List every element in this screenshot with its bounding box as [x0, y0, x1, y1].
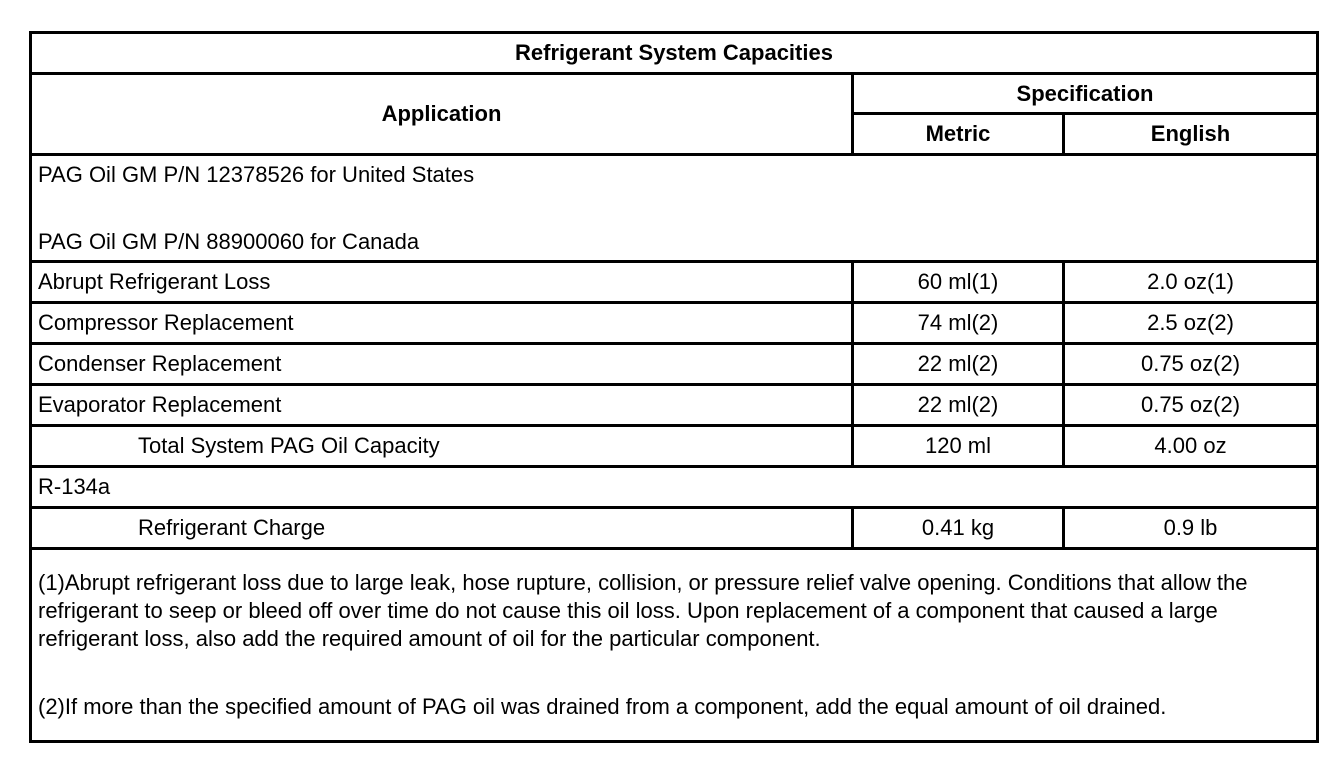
oil-type-canada: PAG Oil GM P/N 88900060 for Canada — [38, 228, 420, 254]
oil-type-us: PAG Oil GM P/N 12378526 for United States — [38, 161, 475, 187]
row-metric: 22 ml(2) — [853, 344, 1064, 385]
title-row — [31, 33, 1318, 74]
total-application: Total System PAG Oil Capacity — [31, 426, 853, 467]
table-row — [31, 303, 1318, 344]
oil-type-gap — [38, 188, 1310, 229]
oil-type-cell — [31, 155, 1318, 262]
row-english: 0.75 oz(2) — [1064, 344, 1318, 385]
row-application: Evaporator Replacement — [31, 385, 853, 426]
notes-row — [31, 549, 1318, 742]
charge-metric: 0.41 kg — [853, 508, 1064, 549]
charge-english: 0.9 lb — [1064, 508, 1318, 549]
header-application: Application — [31, 74, 853, 155]
oil-type-row — [31, 155, 1318, 262]
row-application: Abrupt Refrigerant Loss — [31, 262, 853, 303]
table-row — [31, 385, 1318, 426]
row-application: Condenser Replacement — [31, 344, 853, 385]
table-title: Refrigerant System Capacities — [31, 33, 1318, 74]
refrigerant-type: R-134a — [31, 467, 1318, 508]
header-specification: Specification — [853, 74, 1318, 114]
row-metric: 74 ml(2) — [853, 303, 1064, 344]
row-english: 2.5 oz(2) — [1064, 303, 1318, 344]
note-gap — [38, 653, 1310, 693]
row-english: 2.0 oz(1) — [1064, 262, 1318, 303]
total-english: 4.00 oz — [1064, 426, 1318, 467]
refrigerant-capacities-table — [29, 31, 1319, 743]
refrigerant-type-row — [31, 467, 1318, 508]
row-metric: 60 ml(1) — [853, 262, 1064, 303]
note-2: (2)If more than the specified amount of PAG oil was drained from a component, add the equal amount of oil drained. — [38, 694, 1167, 719]
charge-application: Refrigerant Charge — [31, 508, 853, 549]
header-english: English — [1064, 114, 1318, 155]
header-row-top — [31, 74, 1318, 114]
row-metric: 22 ml(2) — [853, 385, 1064, 426]
header-metric: Metric — [853, 114, 1064, 155]
table-row — [31, 344, 1318, 385]
note-1: (1)Abrupt refrigerant loss due to large leak, hose rupture, collision, or pressure relief valve opening. Conditions that allow the refrigerant to seep or bleed off over time do not cause this oil loss. Upon replacement of a component that caused a large refrigerant loss, also add the required amount of oil for the particular component. — [38, 570, 1248, 651]
row-application: Compressor Replacement — [31, 303, 853, 344]
total-row — [31, 426, 1318, 467]
table-row — [31, 262, 1318, 303]
total-metric: 120 ml — [853, 426, 1064, 467]
notes-cell — [31, 549, 1318, 742]
row-english: 0.75 oz(2) — [1064, 385, 1318, 426]
charge-row — [31, 508, 1318, 549]
